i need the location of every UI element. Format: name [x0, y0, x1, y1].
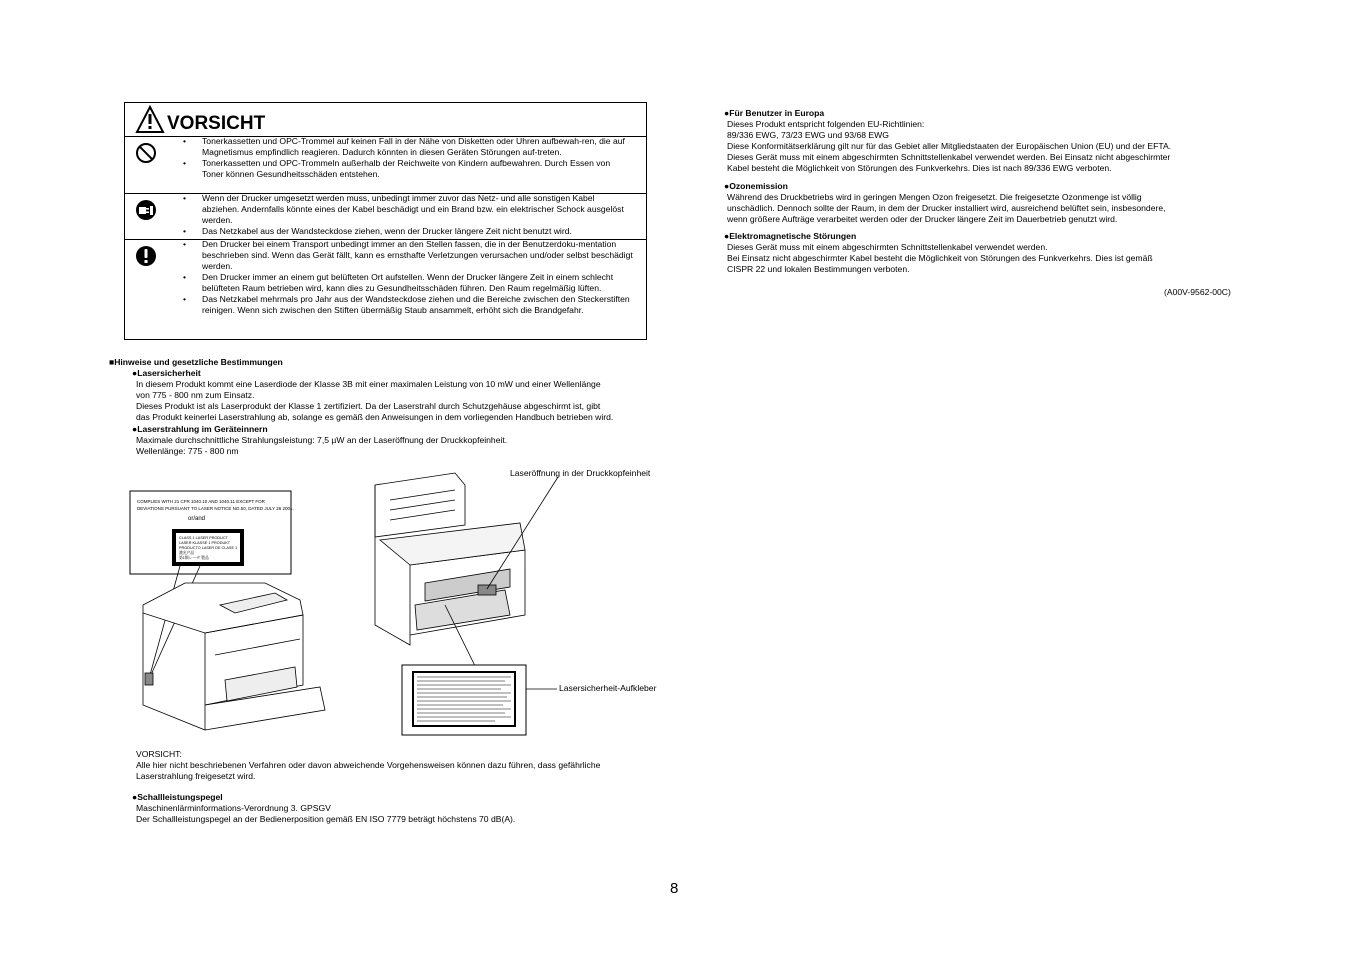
caution-item: • Tonerkassetten und OPC-Trommel auf keinen Fall in der Nähe von Disketten oder Uhren aufbewah-ren, die auf Magnetismus empfindlich reagieren. Dadurch könnten in diesen Geräten Störungen auf-treten.: [183, 136, 633, 158]
text-line: Diese Konformitätserklärung gilt nur für das Gebiet aller Mitgliedstaaten der Europäischen Union (EU) und der EFTA.: [727, 141, 1172, 151]
text-line: von 775 - 800 nm zum Einsatz.: [136, 390, 255, 400]
printer-open-drawing: [375, 473, 525, 645]
class-label-line: CLASS 1 LASER PRODUCT: [179, 536, 228, 540]
text-line: Während des Druckbetriebs wird in geringen Mengen Ozon freigesetzt. Die freigesetzte Ozonmenge ist völlig: [727, 192, 1142, 202]
laser-figure: [125, 465, 675, 740]
caution-box: [124, 102, 647, 340]
ozone-heading: ●Ozonemission: [724, 181, 788, 191]
caution-item: • Tonerkassetten und OPC-Trommeln außerhalb der Reichweite von Kindern aufbewahren. Durch Essen von Toner können Gesundheitsschäden entstehen.: [183, 158, 633, 180]
text-line: Wellenlänge: 775 - 800 nm: [136, 446, 239, 456]
page-number: 8: [670, 880, 679, 897]
certification-plate: [130, 491, 294, 574]
noise-text: [136, 803, 515, 825]
sticker-label: Lasersicherheit-Aufkleber: [559, 683, 657, 693]
noise-heading: ●Schallleistungspegel: [132, 792, 223, 802]
text-line: 89/336 EWG, 73/23 EWG und 93/68 EWG: [727, 130, 889, 140]
plate-line: COMPLIES WITH 21 CFR 1040.10 AND 1040.11 EXCEPT FOR: [137, 499, 265, 504]
caution-item: • Den Drucker bei einem Transport unbedingt immer an den Stellen fassen, die in der Benutzerdoku-mentation beschrieben sind. Wenn das Gerät fällt, kann es ernsthafte Verletzungen verursachen und/oder selbst beschädigt werden.: [183, 239, 633, 272]
document-code: (A00V-9562-00C): [1164, 287, 1231, 297]
caution-item: • Wenn der Drucker umgesetzt werden muss, unbedingt immer zuvor das Netz- und alle sonstigen Kabel abziehen. Andernfalls könnte eines der Kabel beschädigt und ein Brand bzw. ein elektrischer Schock ausgelöst werden.: [183, 193, 633, 226]
text-line: Dieses Gerät muss mit einem abgeschirmten Schnittstellenkabel verwendet werden. Bei Einsatz nicht abgeschirmter: [727, 152, 1171, 162]
warning-title: VORSICHT:: [136, 749, 182, 759]
text-line: das Produkt keinerlei Laserstrahlung ab, solange es gemäß den Anweisungen in dem vorliegenden Handbuch betrieben wird.: [136, 412, 614, 422]
text-line: CISPR 22 und lokalen Bestimmungen verboten.: [727, 264, 910, 274]
caution-row: [125, 239, 646, 341]
caution-header: [125, 103, 646, 137]
text-line: Maximale durchschnittliche Strahlungsleistung: 7,5 µW an der Laseröffnung der Druckkopfeinheit.: [136, 435, 508, 445]
text-line: Bei Einsatz nicht abgeschirmter Kabel besteht die Möglichkeit von Störungen des Funkverkehrs. Dies ist gemäß: [727, 253, 1153, 263]
text-line: Der Schallleistungspegel an der Bedienerposition gemäß EN ISO 7779 beträgt höchstens 70 dB(A).: [136, 814, 516, 824]
exclamation-icon: [135, 245, 157, 267]
emc-text: [727, 242, 1153, 275]
emc-heading: ●Elektromagnetische Störungen: [724, 231, 857, 241]
caution-list: [183, 239, 633, 316]
text-line: Kabel besteht die Möglichkeit von Störungen des Funkverkehrs. Dies ist nach 89/336 EWG verboten.: [727, 163, 1112, 173]
class-label-line: PRODUCTO LASER DE CLASE 1: [179, 546, 238, 550]
europe-heading: ●Für Benutzer in Europa: [724, 108, 825, 118]
europe-text: [727, 119, 1171, 174]
warning-block: [136, 749, 600, 782]
unplug-icon: [135, 199, 157, 221]
plate-line: DEVIATIONS PURSUANT TO LASER NOTICE NO.50, DATED JULY 26 2001.: [137, 506, 294, 511]
caution-row: [125, 193, 646, 240]
printer-closed-drawing: [143, 583, 325, 730]
text-line: Dieses Produkt ist als Laserprodukt der Klasse 1 zertifiziert. Da der Laserstrahl durch Schutzgehäuse abgeschirmt ist, gibt: [136, 401, 601, 411]
class-label-line: LASER KLASSE 1 PRODUKT: [179, 541, 231, 545]
laser-text: [136, 379, 613, 423]
caution-item: • Das Netzkabel aus der Wandsteckdose ziehen, wenn der Drucker längere Zeit nicht benutzt wird.: [183, 226, 633, 237]
ozone-text: [727, 192, 1166, 225]
safety-sticker: [402, 665, 526, 735]
caution-item: • Den Drucker immer an einem gut belüfteten Ort aufstellen. Wenn der Drucker längere Zeit in einem schlecht belüfteten Raum betrieben wird, kann dies zu Gesundheitsschäden führen. Den Raum regelmäßig lüften.: [183, 272, 633, 294]
class-label-line: 激光产品: [179, 551, 195, 555]
internal-heading: ●Laserstrahlung im Geräteinnern: [132, 424, 268, 434]
text-line: In diesem Produkt kommt eine Laserdiode der Klasse 3B mit einer maximalen Leistung von 10 mW und einer Wellenlänge: [136, 379, 601, 389]
class-label-line: 第1類レーザ 製品: [179, 556, 209, 560]
warning-triangle-icon: [135, 105, 165, 133]
text-line: Dieses Produkt entspricht folgenden EU-Richtlinien:: [727, 119, 925, 129]
laser-heading: ●Lasersicherheit: [132, 368, 201, 378]
laser-opening-label: Laseröffnung in der Druckkopfeinheit: [510, 468, 651, 478]
no-entry-icon: [135, 142, 157, 164]
text-line: Maschinenlärminformations-Verordnung 3. GPSGV: [136, 803, 331, 813]
text-line: Alle hier nicht beschriebenen Verfahren oder davon abweichende Vorgehensweisen können dazu führen, dass gefährliche: [136, 760, 601, 770]
text-line: wenn größere Aufträge verarbeitet werden oder der Drucker längere Zeit im Dauerbetrieb genutzt wird.: [727, 214, 1118, 224]
caution-title: VORSICHT: [167, 113, 266, 134]
caution-list: [183, 136, 633, 180]
plate-orand: or/and: [188, 516, 206, 522]
caution-row: [125, 136, 646, 194]
internal-text: [136, 435, 507, 457]
caution-item: • Das Netzkabel mehrmals pro Jahr aus der Wandsteckdose ziehen und die Bereiche zwischen den Steckerstiften reinigen. Wenn sich zwischen den Stiften übermäßig Staub ansammelt, erhöht sich die Brandgefahr.: [183, 294, 633, 316]
notes-heading: ■Hinweise und gesetzliche Bestimmungen: [109, 357, 283, 367]
text-line: Laserstrahlung freigesetzt wird.: [136, 771, 256, 781]
text-line: Dieses Gerät muss mit einem abgeschirmten Schnittstellenkabel verwendet werden.: [727, 242, 1048, 252]
caution-list: [183, 193, 633, 237]
text-line: unschädlich. Dennoch sollte der Raum, in dem der Drucker installiert wird, ausreichend belüftet sein, insbesondere,: [727, 203, 1166, 213]
